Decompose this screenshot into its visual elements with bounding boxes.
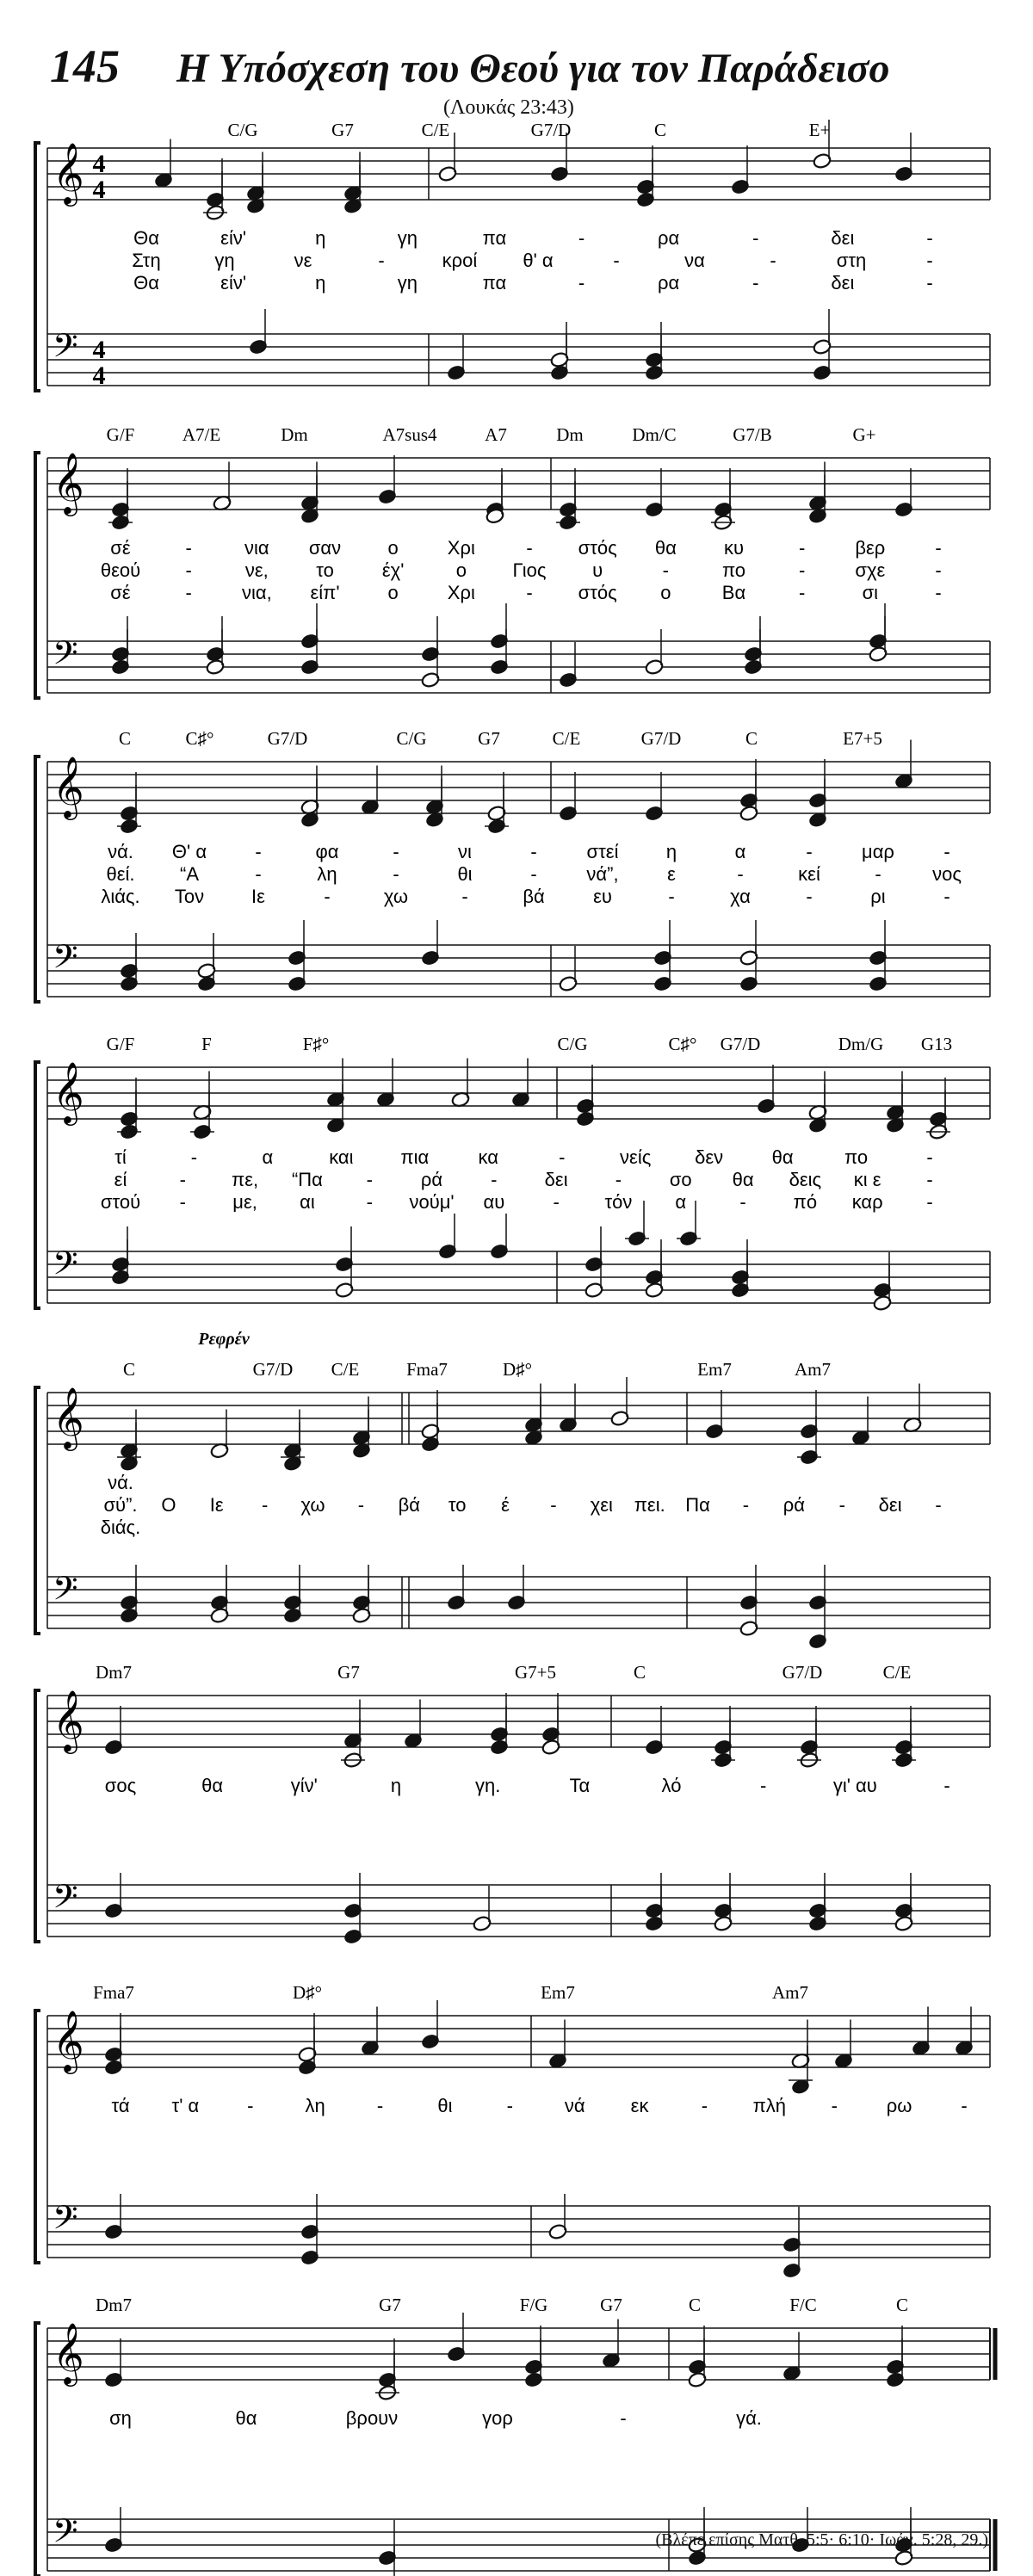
lyric-syllable: - [526,582,533,603]
lyric-syllable: θα [732,1169,754,1190]
lyric-syllable: - [662,559,669,581]
scripture-reference: (Λουκάς 23:43) [443,96,574,119]
chord-symbol: C/E [331,1359,360,1380]
lyric-syllable: πε, [232,1169,259,1190]
lyric-syllable: γά. [736,2407,762,2429]
lyric-syllable: - [366,1169,373,1190]
lyric-syllable: τί [114,1146,127,1168]
lyric-syllable: Τα [569,1775,591,1796]
lyric-syllable: θι [457,863,473,885]
lyric-syllable: - [739,1191,746,1213]
chord-symbol: C/E [552,728,581,749]
chord-symbol: C [653,120,667,140]
lyric-syllable: δει [831,227,855,249]
lyric-syllable: - [615,1169,622,1190]
lyric-syllable: - [737,863,744,885]
lyric-syllable: σχε [855,559,886,581]
system-brace [35,1387,40,1634]
lyric-syllable: - [752,272,759,293]
lyric-syllable: - [799,537,806,559]
chord-symbol: A7sus4 [382,424,437,445]
chord-symbol: Em7 [541,1982,575,2003]
music-system-7 [35,1982,990,2279]
lyric-syllable: πλή [752,2095,787,2116]
lyric-syllable: α [675,1191,687,1213]
lyric-syllable: έ [501,1494,510,1516]
lyric-syllable: ο [387,582,399,603]
chord-symbol: G+ [852,424,876,445]
lyric-syllable: πο [844,1146,869,1168]
lyric-syllable: ο [455,559,467,581]
lyric-syllable: Ιε [209,1494,224,1516]
lyric-syllable: - [506,2095,513,2116]
lyric-syllable: - [255,841,262,862]
lyric-syllable: πα [482,272,507,293]
treble-clef: 𝄞 [53,1386,84,1449]
lyric-syllable: δει [878,1494,902,1516]
bass-clef: 𝄢 [53,2511,78,2558]
lyric-syllable: - [613,250,620,271]
chord-symbol: C♯° [668,1034,697,1054]
lyric-syllable: - [185,537,192,559]
chord-symbol: G7/D [782,1662,823,1683]
cross-reference-footer: (Βλέπε επίσης Ματθ. 5:5· 6:10· Ιωάν. 5:28, 29.) [655,2530,988,2549]
lyric-syllable: δεις [789,1169,822,1190]
lyric-syllable: - [701,2095,708,2116]
lyric-syllable: - [578,227,585,249]
lyric-syllable: υ [592,559,603,581]
lyric-syllable: αυ [483,1191,505,1213]
lyric-syllable: - [943,841,950,862]
lyric-syllable: είπ' [310,582,340,603]
lyric-syllable: - [179,1169,186,1190]
lyric-syllable: στός [578,537,617,559]
lyric-syllable: ρω [886,2095,912,2116]
lyric-syllable: - [831,2095,838,2116]
refrain-label: Ρεφρέν [198,1330,250,1349]
lyric-syllable: χα [730,886,751,907]
lyric-syllable: - [943,1775,950,1796]
lyric-syllable: - [185,559,192,581]
lyric-syllable: Χρι [447,582,475,603]
lyric-syllable: νά. [108,841,133,862]
lyric-syllable: κα [478,1146,498,1168]
lyric-syllable: αι [300,1191,315,1213]
lyric-syllable: - [620,2407,627,2429]
lyric-syllable: εκ [630,2095,649,2116]
lyric-syllable: ευ [593,886,612,907]
lyric-syllable: - [550,1494,557,1516]
treble-clef: 𝄞 [53,1689,84,1751]
lyric-syllable: σέ [110,537,131,559]
system-brace [35,1062,40,1308]
lyric-syllable: βρουν [345,2407,399,2429]
chord-symbol: C [895,2295,909,2315]
music-system-2 [35,424,990,698]
lyric-syllable: - [247,2095,254,2116]
lyric-syllable: Ιε [251,886,265,907]
bass-clef: 𝄢 [53,1569,78,1615]
lyric-syllable: “Α [180,863,199,885]
lyric-syllable: - [760,1775,767,1796]
lyric-syllable: είν' [220,272,247,293]
lyric-syllable: με, [232,1191,257,1213]
lyric-syllable: θα [201,1775,224,1796]
time-signature-bottom: 4 [92,361,106,390]
lyric-syllable: κυ [723,537,745,559]
lyric-syllable: θεού [100,559,141,581]
lyric-syllable: - [366,1191,373,1213]
chord-symbol: G/F [106,424,135,445]
lyric-syllable: φα [315,841,339,862]
treble-clef: 𝄞 [53,1060,84,1123]
lyric-syllable: Βα [721,582,746,603]
lyric-syllable: είν' [220,227,247,249]
lyric-syllable: πει. [634,1494,665,1516]
lyric-syllable: νείς [620,1146,652,1168]
lyric-syllable: - [943,886,950,907]
lyric-syllable: νι [458,841,472,862]
lyric-syllable: καρ [851,1191,883,1213]
lyric-syllable: κεί [798,863,820,885]
lyric-syllable: λη [305,2095,325,2116]
lyric-syllable: - [752,227,759,249]
chord-symbol: Dm7 [96,2295,132,2315]
lyric-syllable: στεί [586,841,619,862]
lyric-syllable: Στη [132,250,161,271]
chord-symbol: C [745,728,758,749]
lyric-syllable: και [329,1146,354,1168]
lyric-syllable: το [448,1494,467,1516]
system-brace [35,453,40,698]
lyric-syllable: ση [109,2407,132,2429]
lyric-syllable: ρι [870,886,886,907]
lyric-syllable: Πα [685,1494,710,1516]
lyric-syllable: νά [564,2095,585,2116]
lyric-syllable: ρά [420,1169,443,1190]
lyric-syllable: πό [793,1191,818,1213]
lyric-syllable: νε, [244,559,269,581]
bass-clef: 𝄢 [53,326,78,373]
music-system-1 [35,120,990,391]
chord-symbol: G7 [478,728,500,749]
lyric-syllable: - [799,582,806,603]
lyric-syllable: σύ”. [103,1494,138,1516]
chord-symbol: Dm [556,424,584,445]
lyric-syllable: - [935,559,942,581]
chord-symbol: G7/D [720,1034,761,1054]
lyric-syllable: - [926,1169,933,1190]
lyric-syllable: α [734,841,746,862]
lyric-syllable: πα [482,227,507,249]
lyric-syllable: - [838,1494,845,1516]
lyric-syllable: γι' αυ [832,1775,877,1796]
lyric-syllable: λό [661,1775,682,1796]
lyric-syllable: - [668,886,675,907]
chord-symbol: D♯° [292,1982,323,2003]
lyric-syllable: ο [387,537,399,559]
lyric-syllable: τά [111,2095,130,2116]
lyric-syllable: Χρι [447,537,475,559]
treble-clef: 𝄞 [53,2321,84,2384]
system-brace [35,143,40,391]
lyric-syllable: Θα [133,272,159,293]
lyric-syllable: νια, [241,582,272,603]
lyric-syllable: - [461,886,468,907]
lyric-syllable: σος [104,1775,137,1796]
lyric-syllable: θα [654,537,677,559]
lyric-syllable: α [262,1146,274,1168]
lyric-syllable: δει [544,1169,568,1190]
chord-symbol: G7 [337,1662,360,1683]
lyric-syllable: τ' α [171,2095,200,2116]
lyric-syllable: σο [669,1169,692,1190]
lyric-syllable: - [935,582,942,603]
lyric-syllable: - [255,863,262,885]
lyric-syllable: η [315,272,326,293]
chord-symbol: C/E [882,1662,912,1683]
chord-symbol: Fma7 [406,1359,448,1380]
lyric-syllable: μαρ [862,841,894,862]
chord-symbol: Dm/G [838,1034,884,1054]
chord-symbol: A7 [485,424,507,445]
lyric-syllable: δει [831,272,855,293]
lyric-syllable: σι [862,582,879,603]
chord-symbol: Em7 [697,1359,732,1380]
lyric-syllable: Θ' α [171,841,207,862]
music-system-6 [35,1662,990,1945]
chord-symbol: G7/D [267,728,308,749]
treble-clef: 𝄞 [53,451,84,514]
lyric-syllable: - [179,1191,186,1213]
lyric-syllable: λιάς. [101,886,140,907]
lyric-syllable: πο [721,559,746,581]
lyric-syllable: γη [214,250,235,271]
lyric-syllable: - [559,1146,566,1168]
lyric-syllable: Ο [161,1494,176,1516]
lyric-syllable: - [378,250,385,271]
system-brace [35,2011,40,2263]
chord-symbol: G7+5 [514,1662,557,1683]
lyric-syllable: - [935,537,942,559]
lyric-syllable: νούμ' [409,1191,455,1213]
lyric-syllable: ρα [658,272,680,293]
lyric-syllable: θι [437,2095,453,2116]
lyric-syllable: Τον [174,886,205,907]
treble-clef: 𝄞 [53,2009,84,2072]
chord-symbol: C [688,2295,702,2315]
lyric-syllable: - [530,863,537,885]
chord-symbol: C/E [421,120,450,140]
time-signature-bottom: 4 [92,176,106,204]
chord-symbol: G7/D [640,728,682,749]
lyric-syllable: - [926,272,933,293]
lyric-syllable: γη [397,227,418,249]
system-brace [35,1690,40,1942]
lyric-syllable: η [315,227,326,249]
lyric-syllable: νε [294,250,312,271]
lyric-syllable: - [324,886,331,907]
chord-symbol: D♯° [502,1359,533,1380]
chord-symbol: C [118,728,132,749]
chord-symbol: Am7 [795,1359,831,1380]
lyric-syllable: - [806,886,813,907]
lyric-syllable: χω [383,886,409,907]
lyric-syllable: έχ' [381,559,405,581]
lyric-syllable: - [393,841,399,862]
chord-symbol: C/G [557,1034,588,1054]
lyric-syllable: γορ [482,2407,513,2429]
chord-symbol: C/G [227,120,258,140]
lyric-syllable: - [926,250,933,271]
lyric-syllable: πια [400,1146,430,1168]
lyric-syllable: - [935,1494,942,1516]
hymn-number: 145 [50,40,120,92]
chord-symbol: C [633,1662,646,1683]
lyric-syllable: στός [578,582,617,603]
time-signature-top: 4 [92,150,106,178]
lyric-syllable: η [390,1775,402,1796]
chord-symbol: F [201,1034,212,1054]
chord-symbol: Dm7 [96,1662,132,1683]
chord-symbol: G/F [106,1034,135,1054]
music-system-3 [35,728,990,1002]
lyric-syllable: ο [660,582,671,603]
bass-clef: 𝄢 [53,1877,78,1924]
chord-symbol: G7 [331,120,354,140]
lyric-syllable: νια [244,537,269,559]
chord-symbol: Dm/C [632,424,677,445]
lyric-syllable: ε [667,863,676,885]
lyric-syllable: - [875,863,881,885]
lyric-syllable: να [684,250,705,271]
chord-symbol: E+ [808,120,831,140]
hymn-title: Η Υπόσχεση του Θεού για τον Παράδεισο [176,46,890,91]
lyric-syllable: - [491,1169,498,1190]
system-brace [35,2323,40,2576]
lyric-syllable: ρά [782,1494,805,1516]
lyric-syllable: - [526,537,533,559]
lyric-syllable: χει [590,1494,613,1516]
lyric-syllable: θεί. [106,863,135,885]
lyric-syllable: στη [836,250,867,271]
system-brace [35,757,40,1002]
lyric-syllable: γη. [474,1775,501,1796]
lyric-syllable: εί [114,1169,127,1190]
lyric-syllable: - [357,1494,365,1516]
lyric-syllable: βερ [855,537,886,559]
lyric-syllable: κροί [442,250,478,271]
lyric-syllable: διάς. [100,1517,141,1538]
lyric-syllable: στού [100,1191,141,1213]
chord-symbol: A7/E [182,424,221,445]
lyric-syllable: - [926,1146,933,1168]
chord-symbol: G13 [920,1034,953,1054]
lyric-syllable: - [261,1494,269,1516]
lyric-syllable: κι ε [853,1169,881,1190]
bass-clef: 𝄢 [53,2198,78,2245]
bass-clef: 𝄢 [53,633,78,680]
lyric-syllable: θα [235,2407,257,2429]
lyric-syllable: - [926,1191,933,1213]
bass-clef: 𝄢 [53,1244,78,1290]
lyric-syllable: το [316,559,334,581]
lyric-syllable: Θα [133,227,159,249]
lyric-syllable: γίν' [290,1775,318,1796]
lyric-syllable: γη [397,272,418,293]
lyric-syllable: - [742,1494,750,1516]
music-system-5 [35,1330,990,1650]
time-signature-top: 4 [92,336,106,364]
chord-symbol: G7/D [252,1359,294,1380]
bass-clef: 𝄢 [53,937,78,984]
chord-symbol: E7+5 [843,728,882,749]
lyric-syllable: σέ [110,582,131,603]
lyric-syllable: - [806,841,813,862]
chord-symbol: F/C [789,2295,817,2315]
lyric-syllable: - [530,841,537,862]
lyric-syllable: - [961,2095,968,2116]
lyric-syllable: νά. [108,1472,133,1493]
chord-symbol: F♯° [302,1034,330,1054]
chord-symbol: G7/B [733,424,772,445]
lyric-syllable: νος [932,863,962,885]
treble-clef: 𝄞 [53,755,84,818]
lyric-syllable: τόν [604,1191,633,1213]
lyric-syllable: θ' α [523,250,554,271]
lyric-syllable: - [185,582,192,603]
lyric-syllable: θα [771,1146,794,1168]
lyric-syllable: Γιος [512,559,547,581]
lyric-syllable: - [799,559,806,581]
chord-symbol: F/G [519,2295,548,2315]
lyric-syllable: χω [300,1494,325,1516]
lyric-syllable: ρα [658,227,680,249]
lyric-syllable: - [926,227,933,249]
lyric-syllable: λη [317,863,337,885]
lyric-syllable: - [376,2095,384,2116]
lyric-syllable: σαν [308,537,342,559]
lyric-syllable: δεν [695,1146,724,1168]
chord-symbol: Am7 [772,1982,808,2003]
lyric-syllable: βά [523,886,545,907]
chord-symbol: Dm [281,424,308,445]
lyric-syllable: “Πα [291,1169,323,1190]
lyric-syllable: βά [398,1494,420,1516]
chord-symbol: G7 [600,2295,622,2315]
lyric-syllable: - [553,1191,560,1213]
lyric-syllable: - [393,863,399,885]
chord-symbol: G7/D [530,120,572,140]
chord-symbol: C [122,1359,136,1380]
lyric-syllable: - [190,1146,198,1168]
chord-symbol: C♯° [185,728,214,749]
treble-clef: 𝄞 [53,141,84,204]
music-system-4 [35,1034,990,1312]
chord-symbol: Fma7 [93,1982,134,2003]
lyric-syllable: η [665,841,677,862]
chord-symbol: G7 [379,2295,401,2315]
chord-symbol: C/G [396,728,427,749]
lyric-syllable: - [578,272,585,293]
lyric-syllable: νά”, [586,863,619,885]
lyric-syllable: - [770,250,776,271]
